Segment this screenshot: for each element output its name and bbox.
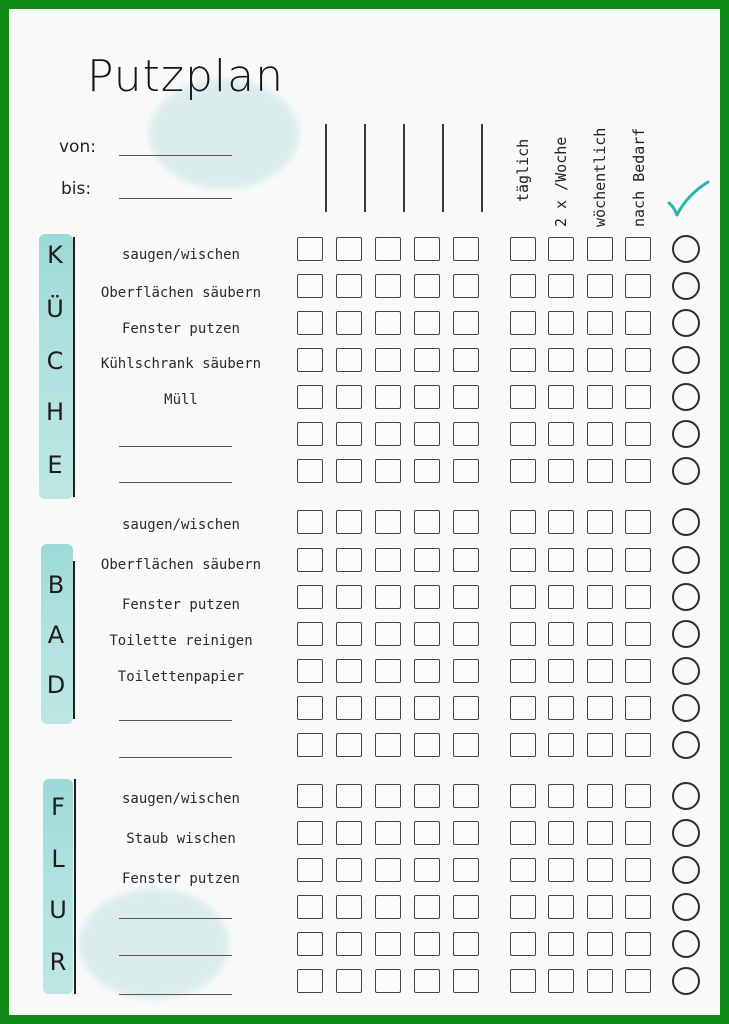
frequency-checkbox[interactable]: [548, 548, 574, 572]
frequency-checkbox[interactable]: [510, 585, 536, 609]
day-checkbox[interactable]: [453, 622, 479, 646]
day-checkbox[interactable]: [414, 858, 440, 882]
done-circle[interactable]: [672, 508, 700, 536]
day-checkbox[interactable]: [375, 348, 401, 372]
frequency-checkbox[interactable]: [587, 932, 613, 956]
frequency-checkbox[interactable]: [510, 385, 536, 409]
frequency-checkbox[interactable]: [587, 274, 613, 298]
done-circle[interactable]: [672, 967, 700, 995]
day-checkbox[interactable]: [375, 385, 401, 409]
frequency-checkbox[interactable]: [625, 548, 651, 572]
done-circle[interactable]: [672, 782, 700, 810]
section-letter: R: [49, 948, 67, 976]
day-checkbox[interactable]: [297, 784, 323, 808]
frequency-checkbox[interactable]: [548, 510, 574, 534]
task-label: Toilettenpapier: [117, 669, 245, 685]
frequency-checkbox[interactable]: [548, 422, 574, 446]
day-checkbox[interactable]: [414, 895, 440, 919]
frequency-checkbox[interactable]: [587, 895, 613, 919]
done-circle[interactable]: [672, 930, 700, 958]
day-checkbox[interactable]: [453, 510, 479, 534]
frequency-checkbox[interactable]: [587, 548, 613, 572]
day-checkbox[interactable]: [414, 784, 440, 808]
day-checkbox[interactable]: [297, 969, 323, 993]
day-checkbox[interactable]: [336, 784, 362, 808]
done-circle[interactable]: [672, 694, 700, 722]
frequency-checkbox[interactable]: [587, 385, 613, 409]
day-checkbox[interactable]: [414, 548, 440, 572]
bis-line[interactable]: [119, 198, 232, 199]
task-label: saugen/wischen: [121, 791, 240, 807]
day-checkbox[interactable]: [297, 274, 323, 298]
day-checkbox[interactable]: [414, 622, 440, 646]
section-letter: K: [47, 241, 63, 269]
day-checkbox[interactable]: [375, 969, 401, 993]
day-checkbox[interactable]: [336, 932, 362, 956]
frequency-checkbox[interactable]: [625, 784, 651, 808]
day-checkbox[interactable]: [453, 385, 479, 409]
task-label: Fenster putzen: [121, 321, 240, 337]
section-letter: E: [47, 451, 63, 479]
frequency-checkbox[interactable]: [587, 585, 613, 609]
frequency-checkbox[interactable]: [510, 622, 536, 646]
day-checkbox[interactable]: [297, 348, 323, 372]
frequency-checkbox[interactable]: [510, 311, 536, 335]
header-taeglich: täglich: [514, 138, 532, 202]
day-checkbox[interactable]: [414, 733, 440, 757]
frequency-checkbox[interactable]: [587, 858, 613, 882]
section-letter: H: [45, 398, 65, 426]
section-letter: B: [47, 571, 65, 599]
day-checkbox[interactable]: [453, 311, 479, 335]
day-checkbox[interactable]: [453, 858, 479, 882]
done-circle[interactable]: [672, 346, 700, 374]
frequency-checkbox[interactable]: [587, 348, 613, 372]
day-checkbox[interactable]: [453, 696, 479, 720]
task-label: Toilette reinigen: [109, 633, 253, 649]
frequency-checkbox[interactable]: [625, 311, 651, 335]
frequency-checkbox[interactable]: [587, 422, 613, 446]
frequency-checkbox[interactable]: [625, 348, 651, 372]
von-label: von:: [59, 137, 96, 157]
day-checkbox[interactable]: [414, 659, 440, 683]
frequency-checkbox[interactable]: [548, 784, 574, 808]
frequency-checkbox[interactable]: [510, 858, 536, 882]
done-circle[interactable]: [672, 309, 700, 337]
frequency-checkbox[interactable]: [548, 821, 574, 845]
day-checkbox[interactable]: [336, 348, 362, 372]
task-label: Müll: [164, 392, 198, 408]
day-checkbox[interactable]: [297, 932, 323, 956]
frequency-checkbox[interactable]: [510, 422, 536, 446]
day-checkbox[interactable]: [375, 237, 401, 261]
day-checkbox[interactable]: [453, 548, 479, 572]
day-checkbox[interactable]: [414, 585, 440, 609]
von-line[interactable]: [119, 155, 232, 156]
custom-task-line[interactable]: [119, 955, 232, 956]
day-checkbox[interactable]: [336, 622, 362, 646]
day-checkbox[interactable]: [336, 659, 362, 683]
done-circle[interactable]: [672, 657, 700, 685]
frequency-checkbox[interactable]: [510, 348, 536, 372]
frequency-checkbox[interactable]: [548, 274, 574, 298]
day-checkbox[interactable]: [375, 422, 401, 446]
frequency-checkbox[interactable]: [625, 659, 651, 683]
day-checkbox[interactable]: [375, 932, 401, 956]
day-checkbox[interactable]: [297, 548, 323, 572]
frequency-checkbox[interactable]: [587, 510, 613, 534]
custom-task-line[interactable]: [119, 446, 232, 447]
day-checkbox[interactable]: [453, 932, 479, 956]
done-circle[interactable]: [672, 819, 700, 847]
frequency-checkbox[interactable]: [625, 932, 651, 956]
frequency-checkbox[interactable]: [548, 459, 574, 483]
day-checkbox[interactable]: [336, 311, 362, 335]
frequency-checkbox[interactable]: [510, 821, 536, 845]
frequency-checkbox[interactable]: [510, 510, 536, 534]
frequency-checkbox[interactable]: [587, 237, 613, 261]
done-circle[interactable]: [672, 235, 700, 263]
day-checkbox[interactable]: [336, 385, 362, 409]
frequency-checkbox[interactable]: [548, 895, 574, 919]
day-checkbox[interactable]: [336, 548, 362, 572]
day-checkbox[interactable]: [375, 733, 401, 757]
day-checkbox[interactable]: [297, 858, 323, 882]
section-letter: A: [47, 621, 65, 649]
frequency-checkbox[interactable]: [587, 622, 613, 646]
day-checkbox[interactable]: [453, 459, 479, 483]
frequency-checkbox[interactable]: [625, 422, 651, 446]
task-label: saugen/wischen: [121, 517, 240, 533]
day-checkbox[interactable]: [375, 510, 401, 534]
day-checkbox[interactable]: [375, 659, 401, 683]
frequency-checkbox[interactable]: [548, 348, 574, 372]
frequency-checkbox[interactable]: [587, 459, 613, 483]
day-checkbox[interactable]: [297, 895, 323, 919]
day-checkbox[interactable]: [453, 237, 479, 261]
frequency-checkbox[interactable]: [625, 274, 651, 298]
frequency-checkbox[interactable]: [625, 237, 651, 261]
frequency-checkbox[interactable]: [548, 659, 574, 683]
task-label: Staub wischen: [126, 831, 236, 847]
done-circle[interactable]: [672, 583, 700, 611]
frequency-checkbox[interactable]: [548, 311, 574, 335]
frequency-checkbox[interactable]: [510, 659, 536, 683]
frequency-checkbox[interactable]: [510, 237, 536, 261]
done-circle[interactable]: [672, 420, 700, 448]
frequency-checkbox[interactable]: [587, 659, 613, 683]
day-checkbox[interactable]: [297, 585, 323, 609]
day-checkbox[interactable]: [336, 696, 362, 720]
frequency-checkbox[interactable]: [548, 585, 574, 609]
frequency-checkbox[interactable]: [625, 510, 651, 534]
day-checkbox[interactable]: [453, 969, 479, 993]
day-column-line[interactable]: [364, 124, 366, 212]
frequency-checkbox[interactable]: [587, 733, 613, 757]
day-checkbox[interactable]: [336, 422, 362, 446]
day-checkbox[interactable]: [453, 422, 479, 446]
done-circle[interactable]: [672, 457, 700, 485]
frequency-checkbox[interactable]: [625, 459, 651, 483]
frequency-checkbox[interactable]: [510, 895, 536, 919]
task-label: saugen/wischen: [121, 247, 240, 263]
day-checkbox[interactable]: [453, 821, 479, 845]
day-checkbox[interactable]: [453, 784, 479, 808]
done-circle[interactable]: [672, 893, 700, 921]
day-checkbox[interactable]: [414, 311, 440, 335]
day-checkbox[interactable]: [375, 585, 401, 609]
day-checkbox[interactable]: [414, 821, 440, 845]
frequency-checkbox[interactable]: [587, 821, 613, 845]
task-label: Kühlschrank säubern: [100, 356, 262, 372]
day-checkbox[interactable]: [297, 622, 323, 646]
day-checkbox[interactable]: [414, 459, 440, 483]
day-checkbox[interactable]: [297, 459, 323, 483]
day-checkbox[interactable]: [297, 311, 323, 335]
day-checkbox[interactable]: [453, 895, 479, 919]
task-label: Oberflächen säubern: [100, 557, 262, 573]
frequency-checkbox[interactable]: [587, 784, 613, 808]
done-circle[interactable]: [672, 731, 700, 759]
day-checkbox[interactable]: [375, 622, 401, 646]
frequency-checkbox[interactable]: [548, 696, 574, 720]
frequency-checkbox[interactable]: [625, 696, 651, 720]
day-checkbox[interactable]: [414, 385, 440, 409]
task-label: Fenster putzen: [121, 597, 240, 613]
header-2x-woche: 2 x /Woche: [552, 136, 570, 227]
day-checkbox[interactable]: [375, 895, 401, 919]
day-checkbox[interactable]: [336, 274, 362, 298]
day-checkbox[interactable]: [375, 548, 401, 572]
frequency-checkbox[interactable]: [510, 733, 536, 757]
frequency-checkbox[interactable]: [510, 696, 536, 720]
frequency-checkbox[interactable]: [625, 622, 651, 646]
day-checkbox[interactable]: [375, 696, 401, 720]
custom-task-line[interactable]: [119, 482, 232, 483]
frequency-checkbox[interactable]: [587, 311, 613, 335]
day-checkbox[interactable]: [336, 821, 362, 845]
frequency-checkbox[interactable]: [587, 969, 613, 993]
frequency-checkbox[interactable]: [548, 858, 574, 882]
day-checkbox[interactable]: [336, 858, 362, 882]
section-letter: F: [51, 793, 65, 821]
day-checkbox[interactable]: [453, 585, 479, 609]
frequency-checkbox[interactable]: [510, 459, 536, 483]
frequency-checkbox[interactable]: [548, 733, 574, 757]
checkmark-icon: [665, 179, 711, 221]
day-checkbox[interactable]: [414, 510, 440, 534]
day-checkbox[interactable]: [375, 821, 401, 845]
day-checkbox[interactable]: [297, 510, 323, 534]
day-checkbox[interactable]: [297, 422, 323, 446]
day-checkbox[interactable]: [414, 274, 440, 298]
section-letter: U: [49, 896, 67, 924]
frequency-checkbox[interactable]: [510, 274, 536, 298]
day-checkbox[interactable]: [414, 237, 440, 261]
day-checkbox[interactable]: [297, 659, 323, 683]
task-label: Fenster putzen: [121, 871, 240, 887]
day-checkbox[interactable]: [336, 895, 362, 919]
day-checkbox[interactable]: [453, 659, 479, 683]
day-checkbox[interactable]: [336, 733, 362, 757]
day-checkbox[interactable]: [297, 385, 323, 409]
section-letter: Ü: [46, 295, 64, 323]
day-checkbox[interactable]: [375, 274, 401, 298]
frequency-checkbox[interactable]: [625, 585, 651, 609]
frequency-checkbox[interactable]: [510, 784, 536, 808]
day-checkbox[interactable]: [336, 237, 362, 261]
day-column-line[interactable]: [442, 124, 444, 212]
day-checkbox[interactable]: [414, 422, 440, 446]
day-column-line[interactable]: [481, 124, 483, 212]
day-checkbox[interactable]: [453, 348, 479, 372]
frequency-checkbox[interactable]: [625, 858, 651, 882]
done-circle[interactable]: [672, 383, 700, 411]
frequency-checkbox[interactable]: [625, 385, 651, 409]
header-woechentlich: wöchentlich: [591, 127, 609, 227]
section-letter: D: [46, 671, 66, 699]
day-checkbox[interactable]: [453, 274, 479, 298]
day-checkbox[interactable]: [336, 459, 362, 483]
done-circle[interactable]: [672, 546, 700, 574]
frequency-checkbox[interactable]: [548, 622, 574, 646]
custom-task-line[interactable]: [119, 994, 232, 995]
done-circle[interactable]: [672, 856, 700, 884]
day-checkbox[interactable]: [414, 348, 440, 372]
day-checkbox[interactable]: [375, 459, 401, 483]
frequency-checkbox[interactable]: [625, 733, 651, 757]
day-checkbox[interactable]: [297, 733, 323, 757]
day-checkbox[interactable]: [375, 784, 401, 808]
frequency-checkbox[interactable]: [625, 969, 651, 993]
day-checkbox[interactable]: [336, 969, 362, 993]
day-checkbox[interactable]: [414, 696, 440, 720]
day-checkbox[interactable]: [297, 237, 323, 261]
day-checkbox[interactable]: [375, 858, 401, 882]
day-checkbox[interactable]: [414, 932, 440, 956]
day-column-line[interactable]: [325, 124, 327, 212]
frequency-checkbox[interactable]: [625, 821, 651, 845]
day-checkbox[interactable]: [297, 821, 323, 845]
day-column-line[interactable]: [403, 124, 405, 212]
bis-label: bis:: [61, 179, 92, 199]
watercolor-splash: [79, 889, 229, 999]
frequency-checkbox[interactable]: [510, 969, 536, 993]
custom-task-line[interactable]: [119, 757, 232, 758]
frequency-checkbox[interactable]: [625, 895, 651, 919]
frequency-checkbox[interactable]: [510, 932, 536, 956]
frequency-checkbox[interactable]: [548, 932, 574, 956]
day-checkbox[interactable]: [453, 733, 479, 757]
day-checkbox[interactable]: [414, 969, 440, 993]
done-circle[interactable]: [672, 272, 700, 300]
frequency-checkbox[interactable]: [548, 385, 574, 409]
day-checkbox[interactable]: [375, 311, 401, 335]
day-checkbox[interactable]: [336, 585, 362, 609]
header-nach-bedarf: nach Bedarf: [630, 127, 648, 227]
task-label: Oberflächen säubern: [100, 285, 262, 301]
section-letter: C: [46, 347, 64, 375]
page-title: Putzplan: [87, 51, 284, 102]
day-checkbox[interactable]: [336, 510, 362, 534]
day-checkbox[interactable]: [297, 696, 323, 720]
frequency-checkbox[interactable]: [510, 548, 536, 572]
frequency-checkbox[interactable]: [548, 237, 574, 261]
done-circle[interactable]: [672, 620, 700, 648]
custom-task-line[interactable]: [119, 918, 232, 919]
section-letter: L: [51, 845, 65, 873]
frequency-checkbox[interactable]: [587, 696, 613, 720]
custom-task-line[interactable]: [119, 720, 232, 721]
frequency-checkbox[interactable]: [548, 969, 574, 993]
